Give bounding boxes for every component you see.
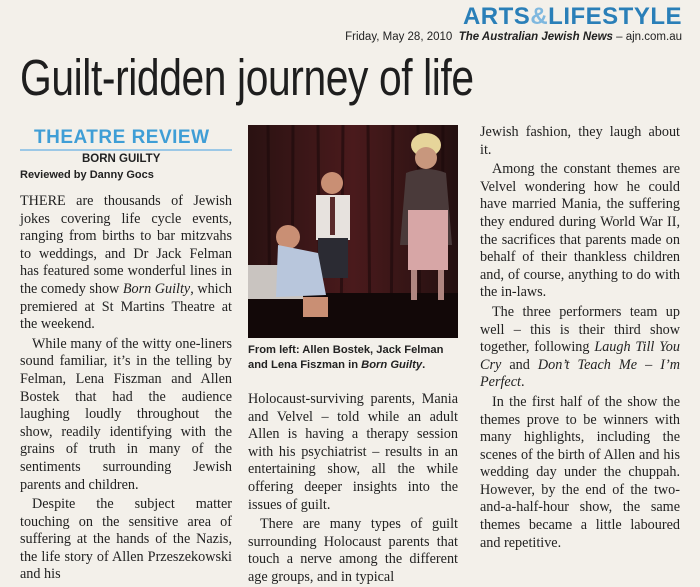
review-label: THEATRE REVIEW bbox=[20, 127, 232, 151]
paper-name: The Australian Jewish News bbox=[458, 31, 613, 43]
paragraph: In the first half of the show the themes prove to be winners with many highlights, including the scenes of the birth of Allen and his wedding day under the chuppah. However, by the end of the two-and-a-half-hour show, the same themes became a little laboured and repetitive. bbox=[480, 393, 680, 551]
text: THERE are thousands of Jewish jokes covering life cycle events, ranging from births to bar mitzvahs to weddings, and Dr Jack Felman has featured some wonderful lines in the comedy show bbox=[20, 193, 232, 297]
dateline bbox=[345, 31, 682, 43]
masthead bbox=[345, 4, 682, 43]
paper-site: – ajn.com.au bbox=[616, 31, 682, 43]
paragraph bbox=[20, 193, 232, 334]
issue-date: Friday, May 28, 2010 bbox=[345, 31, 453, 43]
section-ampersand: & bbox=[530, 3, 549, 30]
text: From left: Allen Bostek, Jack Felman and Lena Fiszman in bbox=[248, 344, 444, 371]
paragraph: Jewish fashion, they laugh about it. bbox=[480, 124, 680, 158]
paragraph: Despite the subject matter touching on the sensitive area of suffering at the hands of the Nazis, the life story of Allen Przeszekowski and his bbox=[20, 496, 232, 583]
text: , which premiered at St Martins Theatre at the weekend. bbox=[20, 280, 233, 333]
text: The three performers team up well – this is their third show together, following bbox=[480, 303, 680, 356]
production-photo bbox=[248, 125, 458, 338]
paragraph: While many of the witty one-liners sound familiar, it’s in the telling by Felman, Lena Fiszman and Allen Bostek that had the audience laughing loudly throughout the show, readily identifying with the grains of truth in many of the sentiments surrounding Jewish parents and children. bbox=[20, 335, 232, 493]
text: and bbox=[501, 356, 538, 373]
paragraph: There are many types of guilt surrounding Holocaust parents that touch a nerve among the different age groups, and in typical bbox=[248, 516, 458, 585]
show-title-inline: Born Guilty bbox=[122, 280, 191, 297]
byline: Reviewed by Danny Gocs bbox=[20, 169, 154, 181]
section-name-lifestyle: LIFESTYLE bbox=[548, 3, 682, 30]
paragraph: Among the constant themes are Velvel wondering how he could have married Mania, the suffering they endured during World War II, the sacrifices that parents made on behalf of their thankless children and, of course, anything to do with the in-laws. bbox=[480, 161, 680, 301]
photo-caption bbox=[248, 343, 458, 373]
paragraph: Holocaust-surviving parents, Mania and Velvel – told while an adult Allen is having a therapy session with his psychiatrist – results in an entertaining show, all the while offering deeper insights into the issues of guilt. bbox=[248, 391, 458, 513]
show-title-inline: Born Guilty bbox=[361, 359, 423, 371]
column-2 bbox=[248, 391, 458, 587]
column-1-body bbox=[20, 193, 232, 584]
section-name-arts: ARTS bbox=[462, 3, 531, 30]
show-title: BORN GUILTY bbox=[82, 153, 161, 165]
column-1 bbox=[20, 127, 232, 584]
paragraph bbox=[480, 304, 680, 392]
show-title-inline: Don’t Teach Me – I’m Perfect bbox=[480, 356, 680, 391]
column-3 bbox=[480, 124, 680, 552]
text: . bbox=[520, 374, 525, 391]
section-title bbox=[345, 4, 682, 30]
text: . bbox=[422, 359, 426, 371]
headline: Guilt-ridden journey of life bbox=[20, 49, 474, 106]
production-photo-illustration bbox=[248, 125, 458, 338]
show-title-inline: Laugh Till You Cry bbox=[480, 339, 680, 373]
